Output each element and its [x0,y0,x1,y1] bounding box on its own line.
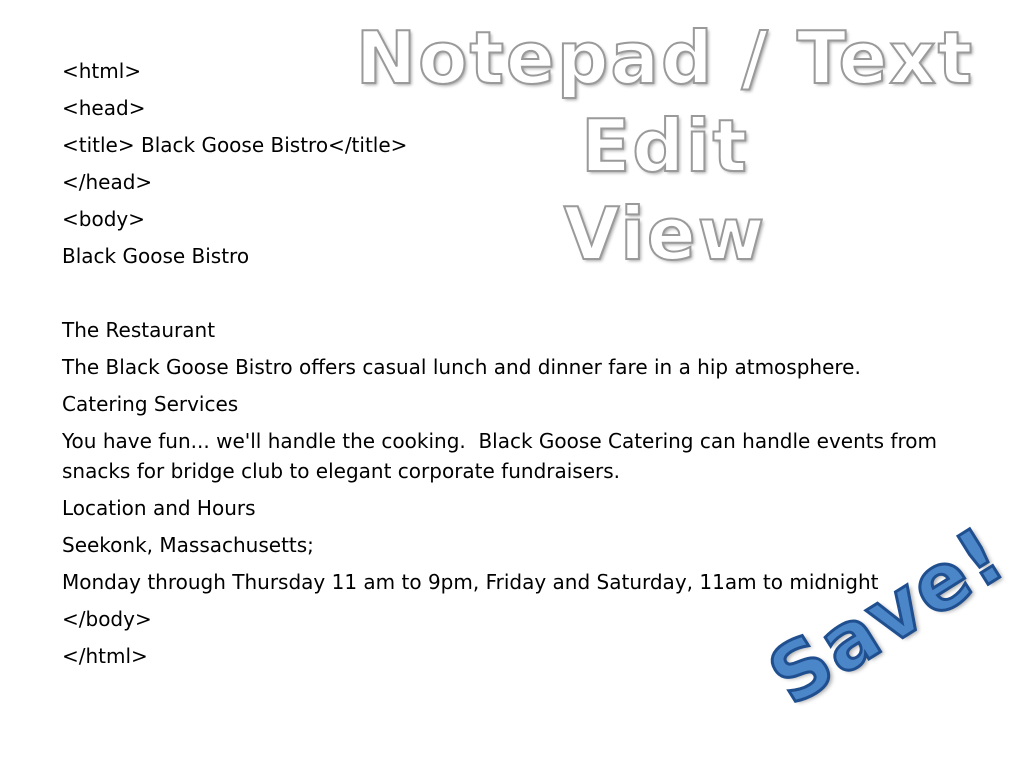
save-callout: Save! [754,510,1021,724]
code-line-body-open: <body> [62,207,145,231]
code-line-head-close: </head> [62,170,153,194]
code-line-html-close: </html> [62,644,148,668]
code-line-location-heading: Location and Hours [62,496,256,520]
code-line-catering-text: You have fun... we'll handle the cooking. Black Goose Catering can handle events from snacks for bridge club to elegant corporate fundraisers. [62,429,944,483]
code-line-body-close: </body> [62,607,152,631]
code-line-head-open: <head> [62,96,146,120]
code-line-restaurant-text: The Black Goose Bistro offers casual lunch and dinner fare in a hip atmosphere. [62,355,861,379]
code-line-site-name: Black Goose Bistro [62,244,250,268]
code-line-html-open: <html> [62,59,142,83]
slide-heading-line-2: View [563,192,767,276]
slide-heading-line-1: Notepad / Text Edit [355,16,975,188]
code-line-title: <title> Black Goose Bistro</title> [62,133,408,157]
code-line-blank [62,278,992,308]
code-line-location-text: Seekonk, Massachusetts; [62,533,314,557]
code-line-catering-heading: Catering Services [62,392,239,416]
code-line-restaurant-heading: The Restaurant [62,318,216,342]
code-line-hours-text: Monday through Thursday 11 am to 9pm, Friday and Saturday, 11am to midnight [62,570,879,594]
